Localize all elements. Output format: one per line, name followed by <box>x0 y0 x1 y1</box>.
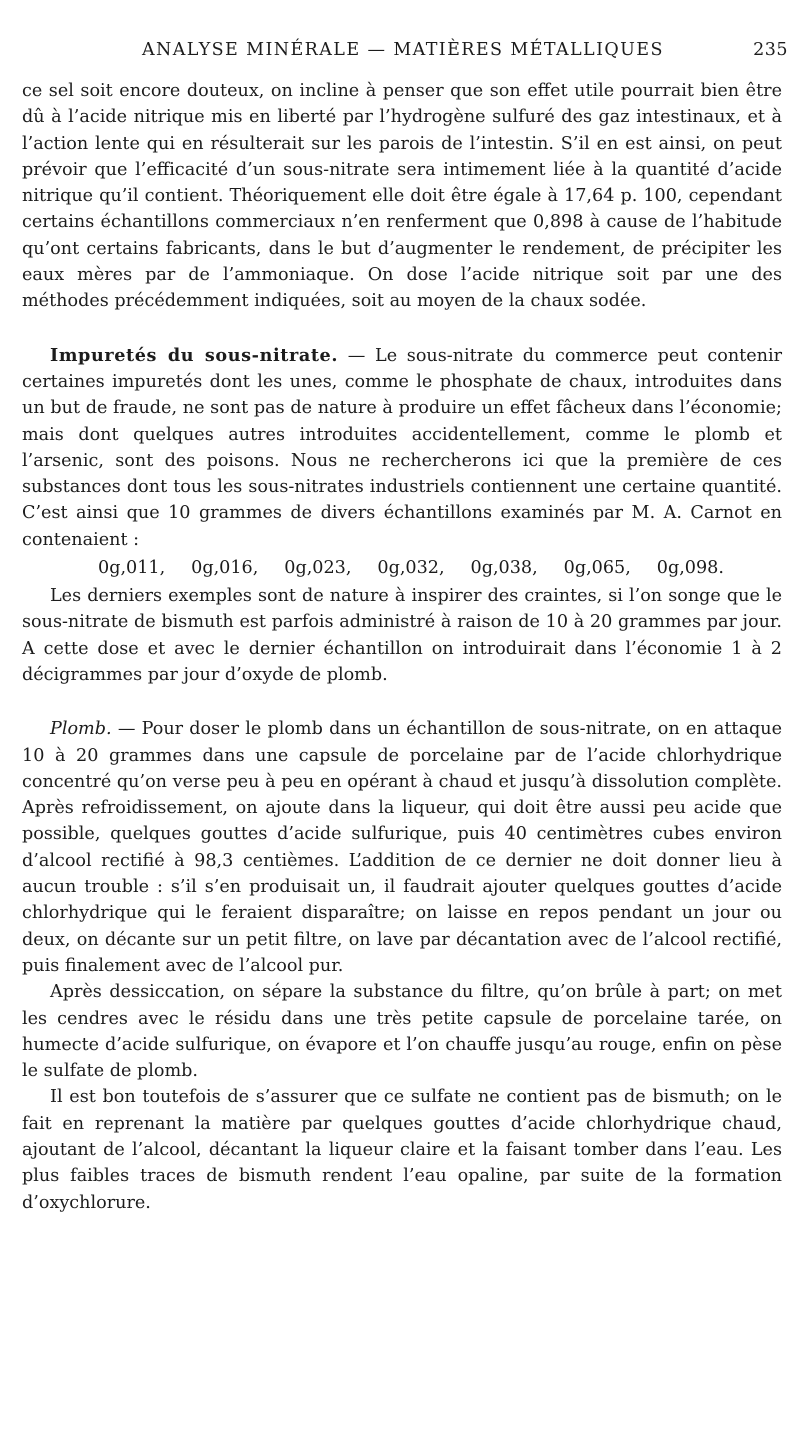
lead-value: 0g,032, <box>377 558 445 579</box>
lead-value: 0g,038, <box>470 558 538 579</box>
section-heading-impuretes: Impuretés du sous-nitrate. <box>50 344 339 366</box>
running-title: ANALYSE MINÉRALE — MATIÈRES MÉTALLIQUES <box>142 40 664 60</box>
paragraph-plomb <box>22 716 782 979</box>
running-head <box>22 40 790 66</box>
paragraph-continuation: ce sel soit encore douteux, on incline à penser que son effet utile pourrait bien être dû à l’acide nitrique mis en liberté par l’hydrogène sulfuré des gaz intestinaux, et à l’action lente qui en résulterait sur les parois de l’intestin. S’il en est ainsi, on peut prévoir que l’efficacité d’un sous-nitrate sera intimement liée à la quantité d’acide nitrique qu’il contient. Théoriquement elle doit être égale à 17,64 p. 100, cependant certains échantillons commerciaux n’en renferment que 0,898 à cause de l’habitude qu’ont certains fabricants, dans le but d’augmenter le rendement, de précipiter les eaux mères par de l’ammoniaque. On dose l’acide nitrique soit par une des méthodes précédemment indiquées, soit au moyen de la chaux sodée. <box>22 81 782 312</box>
paragraph-plomb-text: — Pour doser le plomb dans un échantillon de sous-nitrate, on en attaque 10 à 20 grammes dans une capsule de porcelaine par de l’acide chlorhydrique concentré qu’on verse peu à peu en opérant à chaud et jusqu’à dissolution complète. Après refroidissement, on ajoute dans la liqueur, qui doit être aussi peu acide que possible, quelques gouttes d’acide sulfurique, puis 40 centimètres cubes environ d’alcool rectifié à 98,3 centièmes. L’addition de ce dernier ne doit donner lieu à aucun trouble : s’il s’en produisait un, il faudrait ajouter quelques gouttes d’acide chlorhydrique qui le feraient disparaître; on laisse en repos pendant un jour ou deux, on décante sur un petit filtre, on lave par décantation avec de l’alcool rectifié, puis finalement avec de l’alcool pur. <box>22 719 782 976</box>
lead-value: 0g,016, <box>191 558 259 579</box>
paragraph-bismuth-check: Il est bon toutefois de s’assurer que ce sulfate ne contient pas de bismuth; on le fait en reprenant la matière par quelques gouttes d’acide chlorhydrique chaud, ajoutant de l’alcool, décantant la liqueur claire et la faisant tomber dans l’eau. Les plus faibles traces de bismuth rendent l’eau opaline, par suite de la formation d’oxychlorure. <box>22 1087 782 1213</box>
body-text <box>22 78 782 1216</box>
lead-values-list <box>22 553 782 583</box>
lead-value: 0g,011, <box>98 558 166 579</box>
paragraph-derniers-exemples: Les derniers exemples sont de nature à inspirer des craintes, si l’on songe que le sous-nitrate de bismuth est parfois administré à raison de 10 à 20 grammes par jour. A cette dose et avec le dernier échantillon on introduirait dans l’économie 1 à 2 décigrammes par jour d’oxyde de plomb. <box>22 586 782 685</box>
paragraph-dessiccation: Après dessiccation, on sépare la substance du filtre, qu’on brûle à part; on met les cendres avec le résidu dans une très petite capsule de porcelaine tarée, on humecte d’acide sulfurique, on évapore et l’on chauffe jusqu’au rouge, enfin on pèse le sulfate de plomb. <box>22 982 782 1082</box>
lead-value: 0g,023, <box>284 558 352 579</box>
paragraph-gap <box>22 688 782 716</box>
subsection-heading-plomb: Plomb. <box>50 719 112 740</box>
lead-value: 0g,098. <box>656 558 724 579</box>
page-number: 235 <box>753 40 788 60</box>
book-page <box>22 0 790 1429</box>
lead-value: 0g,065, <box>563 558 631 579</box>
paragraph-gap <box>22 315 782 343</box>
paragraph-impuretes-text: — Le sous-nitrate du commerce peut contenir certaines impuretés dont les unes, comme le phosphate de chaux, introduites dans un but de fraude, ne sont pas de nature à produire un effet fâcheux dans l’économie; mais dont quelques autres introduites accidentellement, comme le plomb et l’arsenic, sont des poisons. Nous ne rechercherons ici que la première de ces substances dont tous les sous-nitrates industriels contiennent une certaine quantité. C’est ainsi que 10 grammes de divers échantillons examinés par M. A. Carnot en contenaient : <box>22 345 782 550</box>
paragraph-impuretes <box>22 343 782 553</box>
